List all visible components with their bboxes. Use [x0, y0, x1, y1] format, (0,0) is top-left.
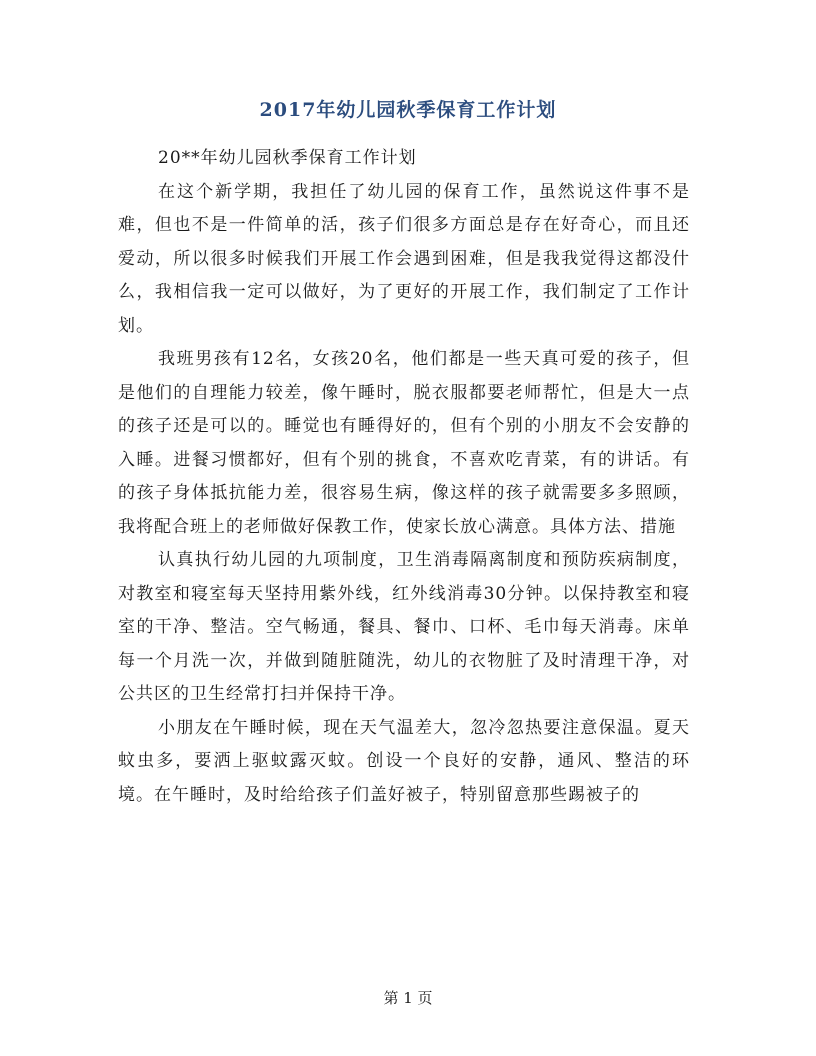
- paragraph-nap-care: 小朋友在午睡时候，现在天气温差大，忽冷忽热要注意保温。夏天蚊虫多，要洒上驱蚊露灭蚊。创设一个良好的安静，通风、整洁的环境。在午睡时，及时给给孩子们盖好被子，特别留意那些踢被子的: [118, 717, 690, 805]
- document-title: 2017年幼儿园秋季保育工作计划: [259, 99, 557, 121]
- document-body: [118, 142, 690, 812]
- paragraph-class-situation: 我班男孩有12名，女孩20名，他们都是一些天真可爱的孩子，但是他们的自理能力较差，像午睡时，脱衣服都要老师帮忙，但是大一点的孩子还是可以的。睡觉也有睡得好的，但有个别的小朋友不会安静的入睡。进餐习惯都好，但有个别的挑食，不喜欢吃青菜，有的讲话。有的孩子身体抵抗能力差，很容易生病，像这样的孩子就需要多多照顾，我将配合班上的老师做好保教工作，使家长放心满意。具体方法、措施: [118, 349, 690, 537]
- document-subtitle: 20**年幼儿园秋季保育工作计划: [158, 148, 417, 168]
- page-number: 第 1 页: [383, 989, 433, 1007]
- paragraph-hygiene-rules: 认真执行幼儿园的九项制度，卫生消毒隔离制度和预防疾病制度，对教室和寝室每天坚持用紫外线，红外线消毒30分钟。以保持教室和寝室的干净、整洁。空气畅通，餐具、餐巾、口杯、毛巾每天消毒。床单每一个月洗一次，并做到随脏随洗，幼儿的衣物脏了及时清理干净，对公共区的卫生经常打扫并保持干净。: [118, 550, 690, 704]
- paragraph-intro: 在这个新学期，我担任了幼儿园的保育工作，虽然说这件事不是难，但也不是一件简单的活，孩子们很多方面总是存在好奇心，而且还爱动，所以很多时候我们开展工作会遇到困难，但是我我觉得这都没什么，我相信我一定可以做好，为了更好的开展工作，我们制定了工作计划。: [118, 181, 690, 336]
